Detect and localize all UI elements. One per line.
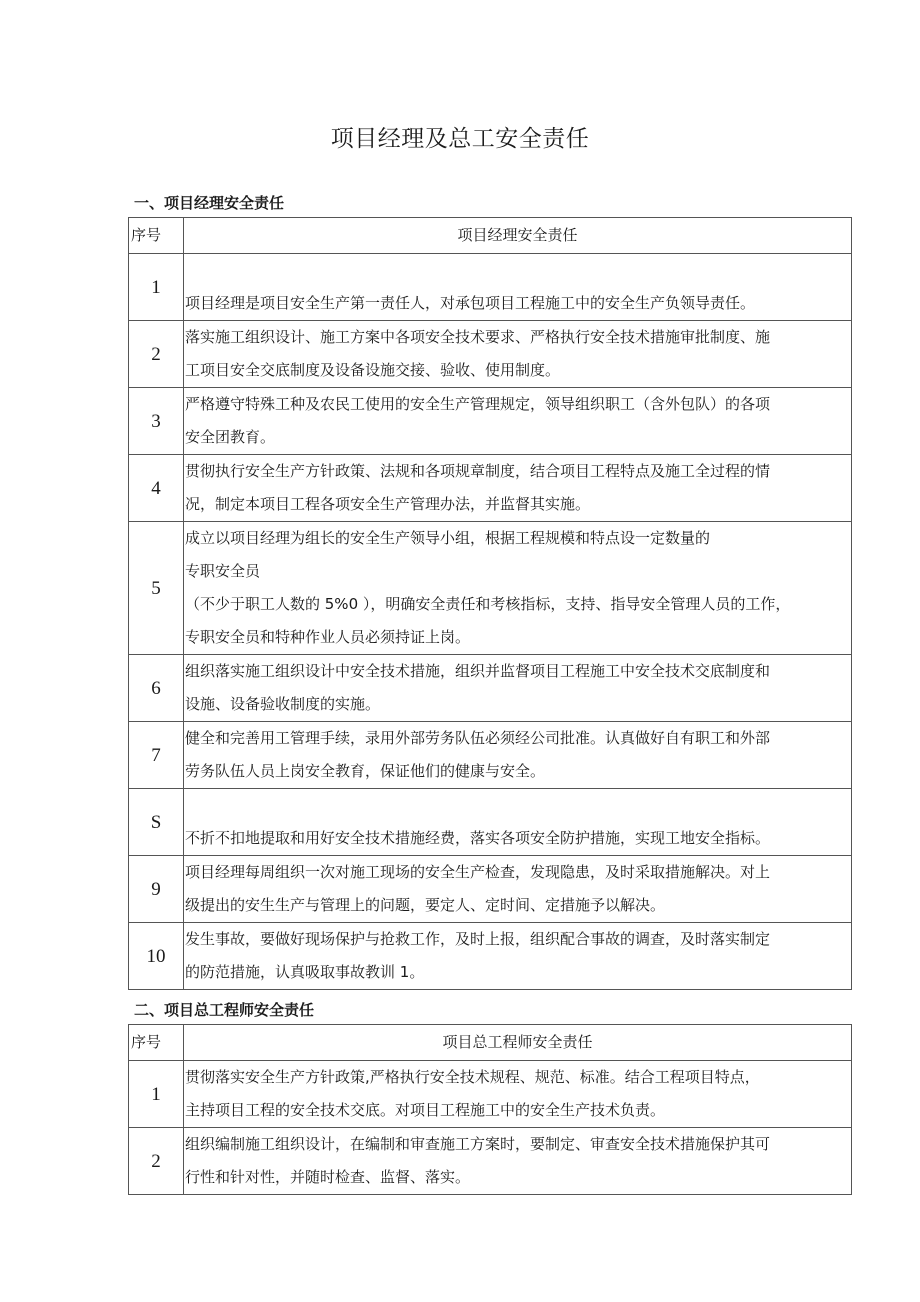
row-text [184,254,852,321]
table-row [129,1061,852,1128]
row-number: 6 [129,655,184,722]
row-text-line: 贯彻执行安全生产方针政策、法规和各项规章制度，结合项目工程特点及施工全过程的情 [185,462,771,480]
table-row [129,321,852,388]
row-text-line: 不折不扣地提取和用好安全技术措施经费，落实各项安全防护措施，实现工地安全指标。 [185,829,771,847]
column-header-number: 序号 [129,218,184,254]
row-text-line: 行性和针对性，并随时检查、监督、落实。 [185,1168,471,1186]
row-number: S [129,789,184,856]
row-number: 4 [129,455,184,522]
table-row [129,455,852,522]
row-text-line: 况，制定本项目工程各项安全生产管理办法，并监督其实施。 [185,495,591,513]
table-row [129,522,852,655]
section-heading-manager: 一、项目经理安全责任 [134,194,285,212]
column-header-responsibility: 项目经理安全责任 [184,218,852,254]
table-row [129,789,852,856]
row-text [184,321,852,388]
row-number: 1 [129,1061,184,1128]
row-text-line: 级提出的安生生产与管理上的问题，要定人、定时间、定措施予以解决。 [185,896,666,914]
table-row [129,655,852,722]
row-text [184,388,852,455]
row-text-line: 发生事故，要做好现场保护与抢救工作，及时上报，组织配合事故的调查，及时落实制定 [185,930,771,948]
row-number: 3 [129,388,184,455]
row-number: 9 [129,856,184,923]
row-text [184,856,852,923]
row-text-line: 劳务队伍人员上岗安全教育，保证他们的健康与安全。 [185,762,546,780]
row-text-line: （不少于职工人数的 5%0 ），明确安全责任和考核指标，支持、指导安全管理人员的工作， [185,595,791,613]
table-header-row [129,218,852,254]
row-text [184,455,852,522]
row-text [184,522,852,655]
row-text [184,1061,852,1128]
row-text-line: 专职安全员 [185,562,261,580]
row-number: 1 [129,254,184,321]
row-text-line: 健全和完善用工管理手续，录用外部劳务队伍必须经公司批准。认真做好自有职工和外部 [185,729,771,747]
row-text-line: 的防范措施，认真吸取事故教训 1。 [185,963,425,981]
row-text-line: 主持项目工程的安全技术交底。对项目工程施工中的安全生产技术负责。 [185,1101,666,1119]
row-text-line: 安全团教育。 [185,428,276,446]
page-title: 项目经理及总工安全责任 [330,126,590,152]
table-row [129,254,852,321]
row-number: 2 [129,1128,184,1195]
row-text [184,1128,852,1195]
table-row [129,388,852,455]
manager-responsibility-table [128,217,852,990]
row-text [184,722,852,789]
row-text-line: 项目经理是项目安全生产第一责任人，对承包项目工程施工中的安全生产负领导责任。 [185,294,756,312]
column-header-number: 序号 [129,1025,184,1061]
row-text-line: 严格遵守特殊工种及农民工使用的安全生产管理规定，领导组织职工（含外包队）的各项 [185,395,771,413]
row-text-line: 设施、设备验收制度的实施。 [185,695,381,713]
row-text-line: 专职安全员和特种作业人员必须持证上岗。 [185,628,471,646]
row-text [184,789,852,856]
row-number: 2 [129,321,184,388]
table-header-row [129,1025,852,1061]
row-text-line: 组织落实施工组织设计中安全技术措施，组织并监督项目工程施工中安全技术交底制度和 [185,662,771,680]
row-text-line: 工项目安全交底制度及设备设施交接、验收、使用制度。 [185,361,561,379]
row-text-line: 项目经理每周组织一次对施工现场的安全生产检查，发现隐患，及时采取措施解决。对上 [185,863,771,881]
column-header-responsibility: 项目总工程师安全责任 [184,1025,852,1061]
row-text [184,923,852,990]
row-number: 5 [129,522,184,655]
row-text-line: 落实施工组织设计、施工方案中各项安全技术要求、严格执行安全技术措施审批制度、施 [185,328,771,346]
chief-engineer-responsibility-table [128,1024,852,1195]
section-heading-chief-engineer: 二、项目总工程师安全责任 [134,1001,315,1019]
row-number: 7 [129,722,184,789]
row-text [184,655,852,722]
row-number: 10 [129,923,184,990]
table-row [129,923,852,990]
row-text-line: 成立以项目经理为组长的安全生产领导小组，根据工程规模和特点设一定数量的 [185,529,711,547]
table-row [129,1128,852,1195]
table-row [129,722,852,789]
table-row [129,856,852,923]
row-text-line: 组织编制施工组织设计，在编制和审查施工方案时，要制定、审查安全技术措施保护其可 [185,1135,771,1153]
row-text-line: 贯彻落实安全生产方针政策,严格执行安全技术规程、规范、标准。结合工程项目特点， [185,1068,760,1086]
